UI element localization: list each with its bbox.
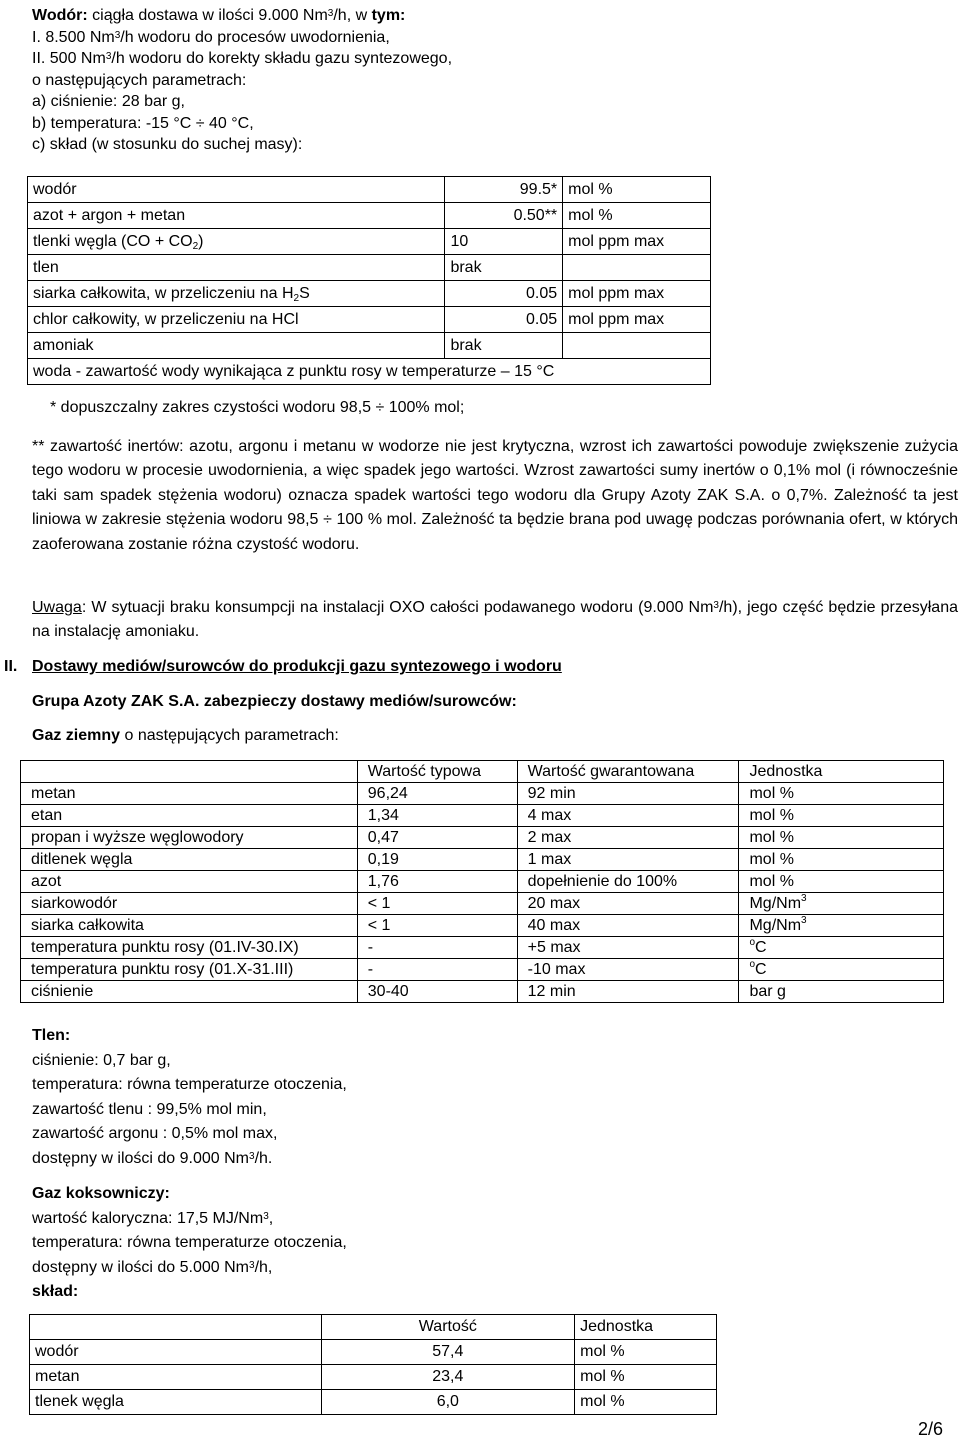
cell-name: propan i wyższe węglowodory <box>21 827 358 849</box>
coke-gas-line: wartość kaloryczna: 17,5 MJ/Nm$^3$, <box>32 1209 274 1227</box>
cell-gw: 1 max <box>517 849 739 871</box>
cell-name: siarka całkowita, w przeliczeniu na $H_2S$ <box>28 281 445 307</box>
cell-name: siarkowodór <box>21 893 358 915</box>
intro-line-3: II. 500 Nm$^3$/h wodoru do korekty składu gazu syntezowego, <box>32 50 453 67</box>
header-cell: Wartość typowa <box>357 761 517 783</box>
cell-name: amoniak <box>28 333 445 359</box>
cell-gw: 20 max <box>517 893 739 915</box>
section-number: II. <box>4 658 18 675</box>
cell-typ: 0,47 <box>357 827 517 849</box>
cell-gw: dopełnienie do 100% <box>517 871 739 893</box>
cell-unit: mol % <box>739 849 944 871</box>
cell-unit <box>563 333 711 359</box>
oxygen-line: zawartość argonu : 0,5% mol max, <box>32 1125 278 1142</box>
table-row <box>21 981 944 1003</box>
cell-unit: mol % <box>739 783 944 805</box>
cell-name: metan <box>30 1365 322 1390</box>
table-row <box>28 359 711 385</box>
cell-typ: - <box>357 959 517 981</box>
cell-value: 99.5* <box>445 177 563 203</box>
cell-unit: mol % <box>739 805 944 827</box>
cell-typ: < 1 <box>357 893 517 915</box>
cell-unit: mol % <box>739 871 944 893</box>
table-row <box>21 827 944 849</box>
oxygen-line: dostępny w ilości do 9.000 Nm$^3$/h. <box>32 1149 273 1167</box>
cell-name: metan <box>21 783 358 805</box>
oxygen-line: zawartość tlenu : 99,5% mol min, <box>32 1100 267 1118</box>
table-row <box>28 281 711 307</box>
table-row <box>21 805 944 827</box>
table-row <box>30 1340 717 1365</box>
cell-typ: 96,24 <box>357 783 517 805</box>
cell-value: 10 <box>445 229 563 255</box>
table-row <box>21 893 944 915</box>
gas-heading: Gaz ziemny o następujących parametrach: <box>32 727 339 744</box>
cell-unit: mol % <box>575 1390 717 1415</box>
cell-value: 6,0 <box>321 1390 575 1415</box>
cell-name: tlenki węgla $(CO + CO_2)$ <box>28 229 445 255</box>
cell-typ: 1,34 <box>357 805 517 827</box>
cell-gw: 2 max <box>517 827 739 849</box>
table-row <box>30 1390 717 1415</box>
cell-gw: 4 max <box>517 805 739 827</box>
cell-water: woda - zawartość wody wynikająca z punktu rosy w temperaturze – 15 °C <box>28 359 711 385</box>
header-cell: Wartość gwarantowana <box>517 761 739 783</box>
table-row <box>28 229 711 255</box>
cell-name: ditlenek węgla <box>21 849 358 871</box>
table-row <box>28 203 711 229</box>
header-cell <box>21 761 358 783</box>
oxygen-line: ciśnienie: 0,7 bar g, <box>32 1051 171 1069</box>
intro-line-1: Wodór: ciągła dostawa w ilości 9.000 Nm$^3$/h, w tym: <box>32 7 406 24</box>
note-uwaga: Uwaga: W sytuacji braku konsumpcji na instalacji OXO całości podawanego wodoru (9.000 Nm$^3$/h), jego część będzie przesyłana na instalację amoniaku. <box>32 599 958 641</box>
table-row <box>28 333 711 359</box>
cell-name: temperatura punktu rosy (01.X-31.III) <box>21 959 358 981</box>
cell-typ: 0,19 <box>357 849 517 871</box>
coke-gas-line: skład: <box>32 1283 79 1300</box>
note-purity: * dopuszczalny zakres czystości wodoru 98,5 ÷ 100% mol; <box>50 399 465 416</box>
header-cell: Wartość <box>321 1315 575 1340</box>
intro-line-5: a) ciśnienie: 28 bar g, <box>32 93 185 110</box>
cell-name: azot <box>21 871 358 893</box>
table-header-row <box>21 761 944 783</box>
cell-value: 0.05 <box>445 307 563 333</box>
intro-line-7: c) skład (w stosunku do suchej masy): <box>32 136 303 153</box>
hydrogen-composition-table <box>27 176 711 385</box>
cell-name: azot + argon + metan <box>28 203 445 229</box>
oxygen-block <box>32 1024 347 1171</box>
cell-name: wodór <box>30 1340 322 1365</box>
table-row <box>21 871 944 893</box>
cell-name: chlor całkowity, w przeliczeniu na HCl <box>28 307 445 333</box>
oxygen-heading: Tlen: <box>32 1027 71 1044</box>
cell-unit: $^o$C <box>739 959 944 981</box>
note-inerts: ** zawartość inertów: azotu, argonu i metanu w wodorze nie jest krytyczna, wzrost ich zawartości powoduje zwiększenie zużycia tego wodoru w procesie uwodornienia, a więc spadek jego wartości. Wzrost zawartości sumy inertów o 0,1% mol (i równocześnie taki sam spadek stężenia wodoru) oznacza spadek wartości tego wodoru dla Grupy Azoty ZAK S.A. o 0,7%. Zależność ta jest liniowa w zakresie stężenia wodoru 98,5 ÷ 100 % mol. Zależność ta będzie brana pod uwagę podczas porównania ofert, w których zaoferowana zostanie różna czystość wodoru. <box>32 438 958 553</box>
cell-value: brak <box>445 255 563 281</box>
intro-block <box>32 5 452 156</box>
cell-name: ciśnienie <box>21 981 358 1003</box>
header-cell: Jednostka <box>739 761 944 783</box>
natural-gas-table <box>20 760 944 1003</box>
coke-gas-table <box>29 1314 717 1415</box>
table-row <box>21 849 944 871</box>
cell-unit: mol ppm max <box>563 307 711 333</box>
table-row <box>28 177 711 203</box>
cell-unit: mol % <box>575 1365 717 1390</box>
table-row <box>21 937 944 959</box>
cell-value: 0.05 <box>445 281 563 307</box>
cell-gw: -10 max <box>517 959 739 981</box>
header-cell: Jednostka <box>575 1315 717 1340</box>
cell-gw: 12 min <box>517 981 739 1003</box>
cell-unit: mol ppm max <box>563 281 711 307</box>
cell-typ: - <box>357 937 517 959</box>
cell-name: etan <box>21 805 358 827</box>
cell-name: tlenek węgla <box>30 1390 322 1415</box>
coke-gas-line: dostępny w ilości do 5.000 Nm$^3$/h, <box>32 1258 273 1276</box>
cell-unit: Mg/Nm$^3$ <box>739 893 944 915</box>
coke-gas-block <box>32 1182 347 1305</box>
cell-value: 57,4 <box>321 1340 575 1365</box>
table-row <box>28 307 711 333</box>
cell-unit: bar g <box>739 981 944 1003</box>
intro-line-6: b) temperatura: -15 °C ÷ 40 °C, <box>32 114 254 132</box>
cell-name: temperatura punktu rosy (01.IV-30.IX) <box>21 937 358 959</box>
page-number: 2/6 <box>918 1419 944 1439</box>
cell-unit: mol ppm max <box>563 229 711 255</box>
cell-unit: mol % <box>563 177 711 203</box>
header-cell <box>30 1315 322 1340</box>
table-row <box>21 783 944 805</box>
intro-line-2: I. 8.500 Nm$^3$/h wodoru do procesów uwodornienia, <box>32 28 390 46</box>
cell-gw: 92 min <box>517 783 739 805</box>
table-row <box>21 915 944 937</box>
oxygen-line: temperatura: równa temperaturze otoczenia, <box>32 1076 347 1093</box>
coke-gas-line: temperatura: równa temperaturze otoczenia, <box>32 1234 347 1251</box>
table-row <box>30 1365 717 1390</box>
cell-name: wodór <box>28 177 445 203</box>
cell-unit: mol % <box>739 827 944 849</box>
cell-gw: +5 max <box>517 937 739 959</box>
cell-name: siarka całkowita <box>21 915 358 937</box>
zak-heading: Grupa Azoty ZAK S.A. zabezpieczy dostawy mediów/surowców: <box>32 693 517 710</box>
cell-value: 0.50** <box>445 203 563 229</box>
cell-typ: < 1 <box>357 915 517 937</box>
cell-unit: $^o$C <box>739 937 944 959</box>
cell-gw: 40 max <box>517 915 739 937</box>
cell-typ: 30-40 <box>357 981 517 1003</box>
cell-unit: mol % <box>575 1340 717 1365</box>
coke-gas-heading: Gaz koksowniczy: <box>32 1185 170 1202</box>
intro-line-4: o następujących parametrach: <box>32 71 247 89</box>
table-header-row <box>30 1315 717 1340</box>
cell-value: brak <box>445 333 563 359</box>
cell-unit: Mg/Nm$^3$ <box>739 915 944 937</box>
table-row <box>21 959 944 981</box>
cell-unit: mol % <box>563 203 711 229</box>
table-row <box>28 255 711 281</box>
section-title: Dostawy mediów/surowców do produkcji gazu syntezowego i wodoru <box>32 658 562 675</box>
cell-value: 23,4 <box>321 1365 575 1390</box>
cell-name: tlen <box>28 255 445 281</box>
cell-typ: 1,76 <box>357 871 517 893</box>
cell-unit <box>563 255 711 281</box>
